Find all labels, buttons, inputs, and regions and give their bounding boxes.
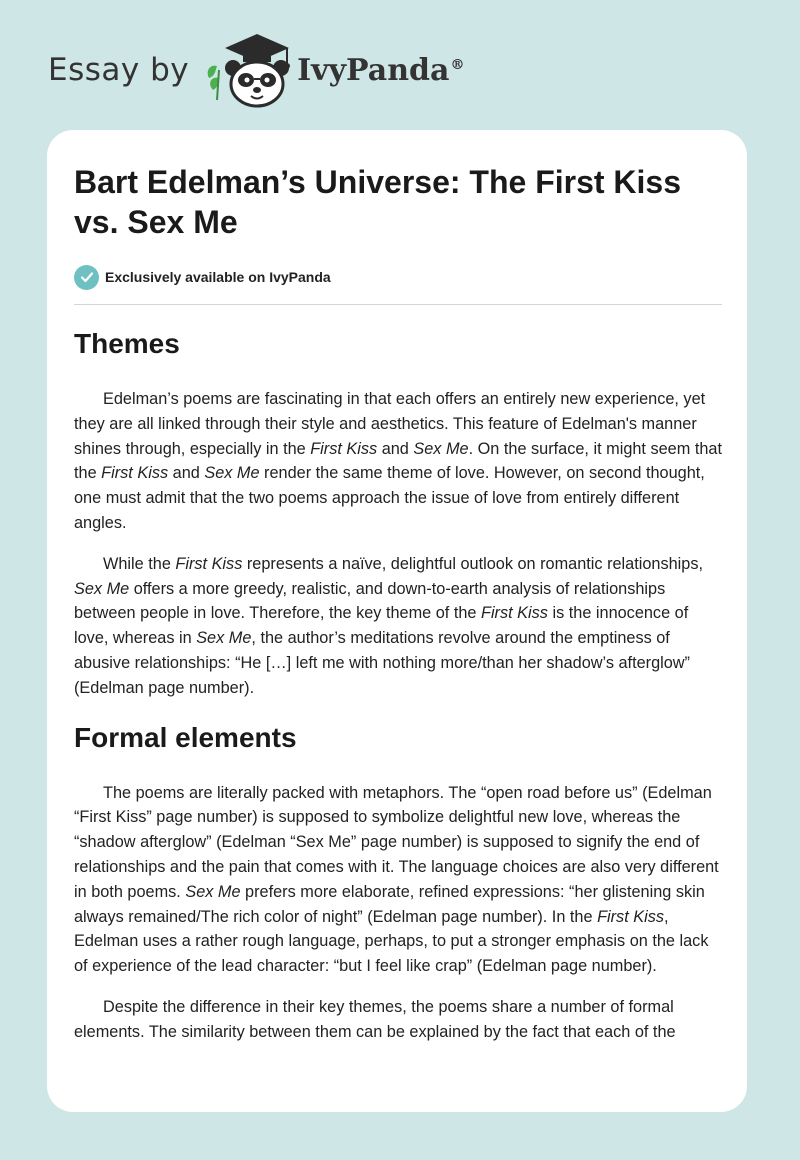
paragraph: Edelman’s poems are fascinating in that each offers an entirely new experience, yet they are all linked through their style and aesthetics. This feature of Edelman's manner shines through, especially in the First Kiss and Sex Me. On the surface, it might seem that the First Kiss and Sex Me render the same theme of love. However, on second thought, one must admit that the two poems approach the issue of love from entirely different angles. xyxy=(74,390,722,532)
exclusive-badge xyxy=(74,264,724,290)
check-icon xyxy=(74,265,99,290)
site-header xyxy=(48,30,464,110)
divider xyxy=(74,304,722,305)
panda-graduate-icon xyxy=(203,30,295,110)
paragraph: The poems are literally packed with metaphors. The “open road before us” (Edelman “First Kiss” page number) is supposed to symbolize delightful new love, whereas the “shadow afterglow” (Edelman “Sex Me” page number) is supposed to signify the end of relationships and the pain that comes with it. The language choices are also very different in both poems. Sex Me prefers more elaborate, refined expressions: “her glistening skin always remained/The rich color of night” (Edelman page number). In the First Kiss, Edelman uses a rather rough language, perhaps, to put a stronger emphasis on the lack of experience of the lead character: “but I feel like crap” (Edelman page number). xyxy=(74,783,719,976)
section-themes xyxy=(74,327,724,701)
exclusive-label: Exclusively available on IvyPanda xyxy=(105,269,331,285)
article-title: Bart Edelman’s Universe: The First Kiss vs. Sex Me xyxy=(74,164,682,240)
essay-by-label: Essay by xyxy=(48,52,190,88)
brand-name: IvyPanda® xyxy=(297,52,465,88)
section-formal-elements xyxy=(74,721,724,1045)
section-heading: Formal elements xyxy=(74,721,297,753)
paragraph: While the First Kiss represents a naïve, delightful outlook on romantic relationships, Sex Me offers a more greedy, realistic, and down-to-earth analysis of relationships between people in love. Therefore, the key theme of the First Kiss is the innocence of love, whereas in Sex Me, the author’s meditations revolve around the emptiness of abusive relationships: “He […] left me with nothing more/than her shadow’s afterglow” (Edelman page number). xyxy=(74,554,704,697)
paragraph: Despite the difference in their key themes, the poems share a number of formal elements. The similarity between them can be explained by the fact that each of the xyxy=(74,997,676,1041)
article-card xyxy=(47,130,747,1112)
section-heading: Themes xyxy=(74,328,180,359)
